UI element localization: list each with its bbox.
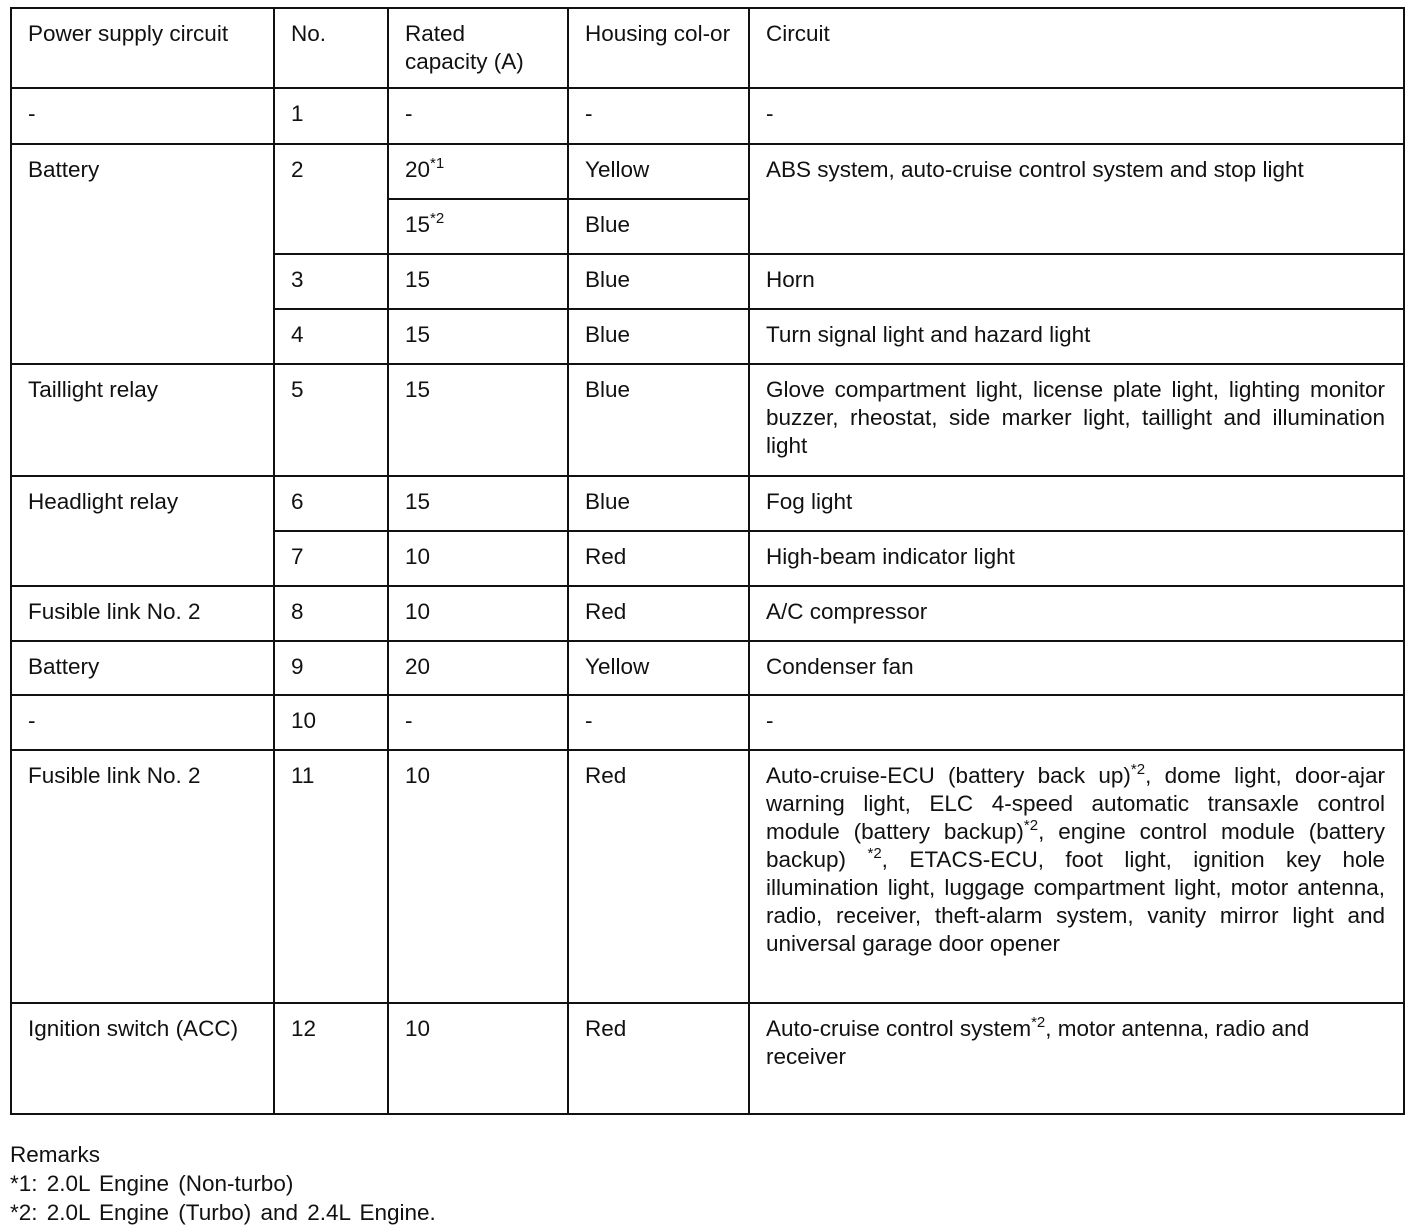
circuit-text: , motor antenna, radio and bbox=[1045, 1016, 1310, 1041]
cell-circuit: - bbox=[749, 695, 1404, 750]
cell-circuit: Fog light bbox=[749, 476, 1404, 531]
table-row bbox=[11, 88, 1404, 144]
cell-no: 1 bbox=[274, 88, 388, 144]
cell-rated: 15 bbox=[388, 476, 568, 531]
cell-color: Blue bbox=[568, 254, 749, 309]
cell-rated: 10 bbox=[388, 531, 568, 586]
table-row bbox=[11, 750, 1404, 1003]
cell-circuit: Turn signal light and hazard light bbox=[749, 309, 1404, 364]
cell-supply: Taillight relay bbox=[11, 364, 274, 476]
cell-rated: - bbox=[388, 695, 568, 750]
remark-note: *2: 2.0L Engine (Turbo) and 2.4L Engine. bbox=[10, 1200, 436, 1225]
cell-supply: - bbox=[11, 695, 274, 750]
remarks-title: Remarks bbox=[10, 1142, 101, 1167]
cell-circuit bbox=[749, 750, 1404, 1003]
header-no: No. bbox=[274, 8, 388, 88]
cell-supply: Ignition switch (ACC) bbox=[11, 1003, 274, 1114]
cell-no: 10 bbox=[274, 695, 388, 750]
rated-value: 20 bbox=[405, 157, 431, 182]
cell-circuit: High-beam indicator light bbox=[749, 531, 1404, 586]
circuit-text: receiver bbox=[766, 1044, 847, 1069]
cell-color: Blue bbox=[568, 309, 749, 364]
footnote-mark: *2 bbox=[1130, 761, 1146, 778]
cell-color: Red bbox=[568, 1003, 749, 1114]
cell-no: 8 bbox=[274, 586, 388, 641]
cell-rated: 10 bbox=[388, 1003, 568, 1114]
header-row bbox=[11, 8, 1404, 88]
header-circuit: Circuit bbox=[749, 8, 1404, 88]
cell-no: 6 bbox=[274, 476, 388, 531]
cell-color: Red bbox=[568, 750, 749, 1003]
remarks bbox=[10, 1140, 436, 1227]
header-rated-capacity: Rated capacity (A) bbox=[388, 8, 568, 88]
cell-color: Red bbox=[568, 586, 749, 641]
circuit-text: , ETACS-ECU, foot light, ignition key hole illumination light, luggage compartment light, motor antenna, radio, receiver, theft-alarm system, vanity mirror light and universal garage door opener bbox=[766, 847, 1385, 956]
table-row bbox=[11, 1003, 1404, 1114]
cell-color: Red bbox=[568, 531, 749, 586]
cell-rated: - bbox=[388, 88, 568, 144]
table-row bbox=[11, 695, 1404, 750]
footnote-mark: *1 bbox=[430, 155, 445, 172]
cell-circuit bbox=[749, 1003, 1404, 1114]
cell-rated: 10 bbox=[388, 750, 568, 1003]
cell-circuit: Condenser fan bbox=[749, 641, 1404, 695]
cell-no: 3 bbox=[274, 254, 388, 309]
cell-supply: - bbox=[11, 88, 274, 144]
table-row bbox=[11, 144, 1404, 199]
table-row bbox=[11, 364, 1404, 476]
cell-rated: 15 bbox=[388, 309, 568, 364]
cell-circuit: Glove compartment light, license plate light, lighting monitor buzzer, rheostat, side marker light, taillight and illumination light bbox=[749, 364, 1404, 476]
cell-color: Yellow bbox=[568, 641, 749, 695]
table-row bbox=[11, 586, 1404, 641]
footnote-mark: *2 bbox=[867, 845, 882, 862]
rated-value: 15 bbox=[405, 212, 431, 237]
cell-color: Yellow bbox=[568, 144, 749, 199]
cell-supply: Battery bbox=[11, 144, 274, 364]
header-power-supply: Power supply circuit bbox=[11, 8, 274, 88]
cell-no: 7 bbox=[274, 531, 388, 586]
cell-rated: 15 bbox=[388, 364, 568, 476]
footnote-mark: *2 bbox=[1031, 1014, 1046, 1031]
table-row bbox=[11, 641, 1404, 695]
fuse-table bbox=[10, 7, 1405, 1115]
header-housing-color: Housing col-or bbox=[568, 8, 749, 88]
cell-color: Blue bbox=[568, 364, 749, 476]
cell-no: 12 bbox=[274, 1003, 388, 1114]
cell-rated: 15 bbox=[388, 254, 568, 309]
cell-color: Blue bbox=[568, 476, 749, 531]
cell-rated bbox=[388, 144, 568, 199]
cell-no: 4 bbox=[274, 309, 388, 364]
cell-rated bbox=[388, 199, 568, 254]
footnote-mark: *2 bbox=[430, 210, 445, 227]
cell-no: 5 bbox=[274, 364, 388, 476]
circuit-text: , engine control module (battery backup) bbox=[766, 819, 1385, 872]
cell-circuit: - bbox=[749, 88, 1404, 144]
cell-rated: 20 bbox=[388, 641, 568, 695]
cell-color: Blue bbox=[568, 199, 749, 254]
cell-no: 9 bbox=[274, 641, 388, 695]
cell-color: - bbox=[568, 88, 749, 144]
footnote-mark: *2 bbox=[1023, 817, 1039, 834]
cell-supply: Fusible link No. 2 bbox=[11, 750, 274, 1003]
cell-rated: 10 bbox=[388, 586, 568, 641]
circuit-text: , dome light, door-ajar warning light, ELC 4-speed automatic transaxle control module (battery backup) bbox=[766, 763, 1386, 844]
cell-circuit: Horn bbox=[749, 254, 1404, 309]
table-row bbox=[11, 476, 1404, 531]
cell-circuit: ABS system, auto-cruise control system and stop light bbox=[749, 144, 1404, 254]
circuit-text: Auto-cruise-ECU (battery back up) bbox=[766, 763, 1131, 788]
cell-supply: Battery bbox=[11, 641, 274, 695]
circuit-text: Auto-cruise control system bbox=[766, 1016, 1032, 1041]
cell-supply: Headlight relay bbox=[11, 476, 274, 586]
cell-supply: Fusible link No. 2 bbox=[11, 586, 274, 641]
cell-color: - bbox=[568, 695, 749, 750]
remark-note: *1: 2.0L Engine (Non-turbo) bbox=[10, 1171, 294, 1196]
cell-no: 11 bbox=[274, 750, 388, 1003]
cell-no: 2 bbox=[274, 144, 388, 254]
cell-circuit: A/C compressor bbox=[749, 586, 1404, 641]
